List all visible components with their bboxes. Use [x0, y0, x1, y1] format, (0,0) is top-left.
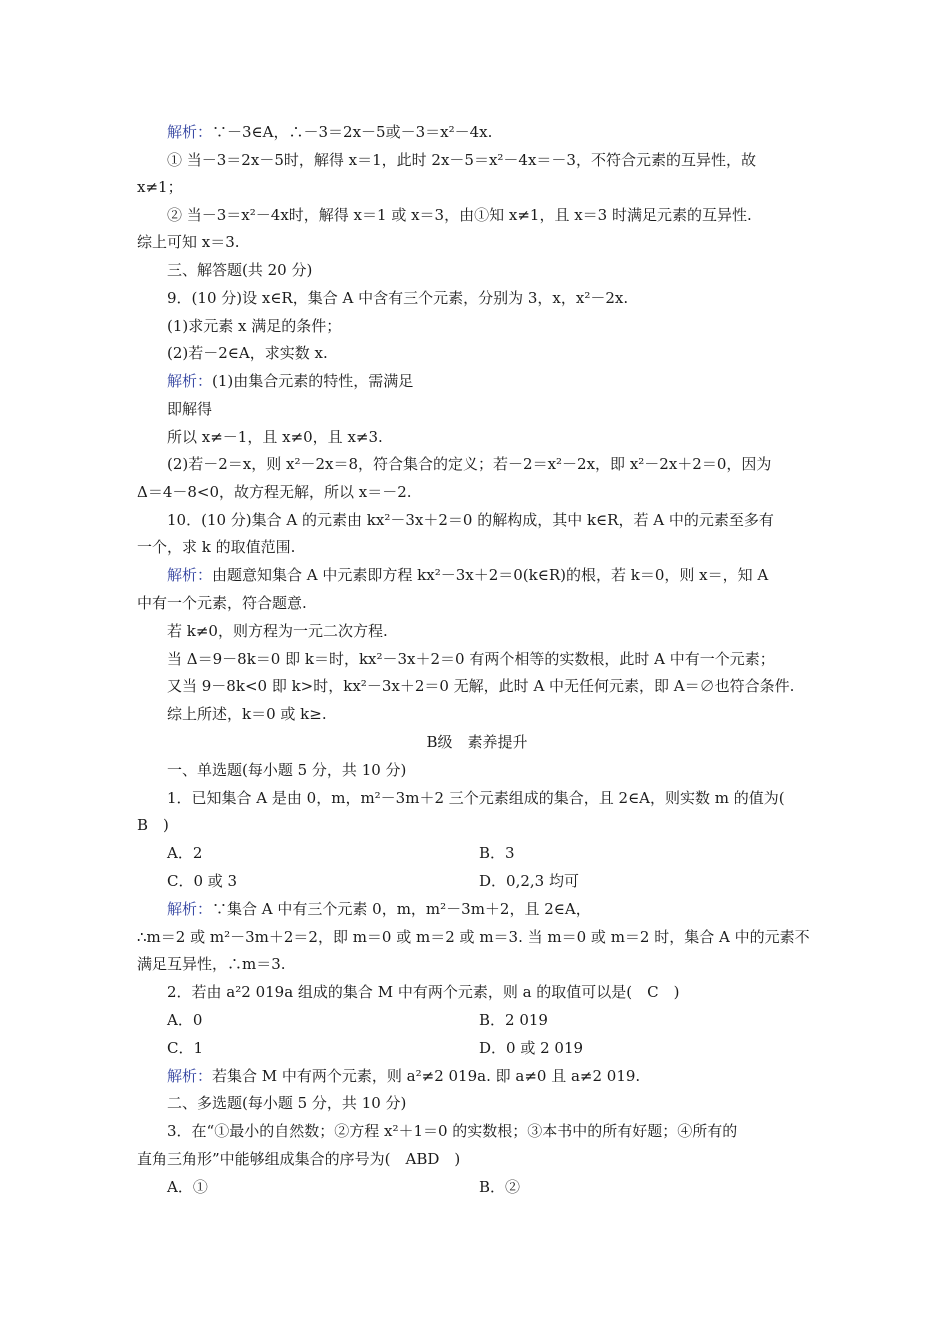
- option-a: A．①: [167, 1178, 208, 1196]
- solution-line: 解析：∵集合 A 中有三个元素 0，m，m²－3m＋2，且 2∈A，: [167, 900, 591, 918]
- section-heading: 一、单选题(每小题 5 分，共 10 分): [167, 761, 407, 779]
- solution-line: 解析：若集合 M 中有两个元素，则 a²≠2 019a. 即 a≠0 且 a≠2 019.: [167, 1067, 641, 1085]
- text-line: ② 当－3＝x²－4x时，解得 x＝1 或 x＝3，由①知 x≠1，且 x＝3 时满足元素的互异性.: [167, 206, 752, 224]
- text-line: Δ＝4－8<0，故方程无解，所以 x＝－2.: [137, 483, 412, 501]
- question-3: 3．在“①最小的自然数；②方程 x²＋1＝0 的实数根；③本书中的所有好题；④所有的: [167, 1122, 738, 1140]
- solution-label: 解析：: [167, 372, 213, 390]
- text-line: (1)求元素 x 满足的条件；: [167, 317, 342, 335]
- text-line: 满足互异性，∴m＝3.: [137, 955, 286, 973]
- text-line: (2)若－2＝x，则 x²－2x＝8，符合集合的定义；若－2＝x²－2x，即 x²－2x＋2＝0，因为: [167, 455, 772, 473]
- text-line: x≠1；: [137, 178, 183, 196]
- option-c: C．1: [167, 1039, 204, 1057]
- text-line: 所以 x≠－1，且 x≠0，且 x≠3.: [167, 428, 383, 446]
- option-d: D．0,2,3 均可: [479, 872, 579, 890]
- level-heading: B级 素养提升: [426, 733, 528, 751]
- option-c: C．0 或 3: [167, 872, 238, 890]
- text-line: (2)若－2∈A，求实数 x.: [167, 344, 328, 362]
- text-line: 综上所述，k＝0 或 k≥.: [167, 705, 327, 723]
- option-a: A．2: [167, 844, 203, 862]
- text-line: ① 当－3＝2x－5时，解得 x＝1，此时 2x－5＝x²－4x＝－3，不符合元素的互异性，故: [167, 151, 756, 169]
- option-b: B．②: [479, 1178, 521, 1196]
- text-line: 当 Δ＝9－8k＝0 即 k＝时，kx²－3x＋2＝0 有两个相等的实数根，此时 A 中有一个元素；: [167, 650, 775, 668]
- text-line: 综上可知 x＝3.: [137, 233, 240, 251]
- solution-label: 解析：: [167, 123, 213, 141]
- text-line: 一个，求 k 的取值范围.: [137, 538, 296, 556]
- question-10: 10．(10 分)集合 A 的元素由 kx²－3x＋2＝0 的解构成，其中 k∈R，若 A 中的元素至多有: [167, 511, 774, 529]
- section-heading: 三、解答题(共 20 分): [167, 261, 313, 279]
- text-line: 中有一个元素，符合题意.: [137, 594, 307, 612]
- text-line: ∴m＝2 或 m²－3m＋2＝2，即 m＝0 或 m＝2 或 m＝3. 当 m＝0 或 m＝2 时，集合 A 中的元素不: [137, 928, 810, 946]
- text-line: 即解得: [167, 400, 213, 418]
- question-2: 2．若由 a²2 019a 组成的集合 M 中有两个元素，则 a 的取值可以是( C ): [167, 983, 680, 1001]
- question-1: 1．已知集合 A 是由 0，m，m²－3m＋2 三个元素组成的集合，且 2∈A，则实数 m 的值为(: [167, 789, 785, 807]
- option-a: A．0: [167, 1011, 203, 1029]
- text-line: 又当 9－8k<0 即 k>时，kx²－3x＋2＝0 无解，此时 A 中无任何元素，即 A＝∅也符合条件.: [167, 677, 795, 695]
- option-b: B．3: [479, 844, 515, 862]
- text-line: 若 k≠0，则方程为一元二次方程.: [167, 622, 388, 640]
- solution-label: 解析：: [167, 566, 213, 584]
- solution-line: 解析：(1)由集合元素的特性，需满足: [167, 372, 414, 390]
- solution-line: 解析：∵－3∈A，∴－3＝2x－5或－3＝x²－4x.: [167, 123, 493, 141]
- answer-line: B ): [137, 816, 169, 834]
- solution-label: 解析：: [167, 900, 213, 918]
- solution-label: 解析：: [167, 1067, 213, 1085]
- section-heading: 二、多选题(每小题 5 分，共 10 分): [167, 1094, 407, 1112]
- text-line: 直角三角形”中能够组成集合的序号为( ABD ): [137, 1150, 461, 1168]
- question-9: 9．(10 分)设 x∈R，集合 A 中含有三个元素，分别为 3，x，x²－2x.: [167, 289, 629, 307]
- solution-line: 解析：由题意知集合 A 中元素即方程 kx²－3x＋2＝0(k∈R)的根，若 k＝0，则 x＝，知 A: [167, 566, 769, 584]
- option-b: B．2 019: [479, 1011, 548, 1029]
- option-d: D．0 或 2 019: [479, 1039, 584, 1057]
